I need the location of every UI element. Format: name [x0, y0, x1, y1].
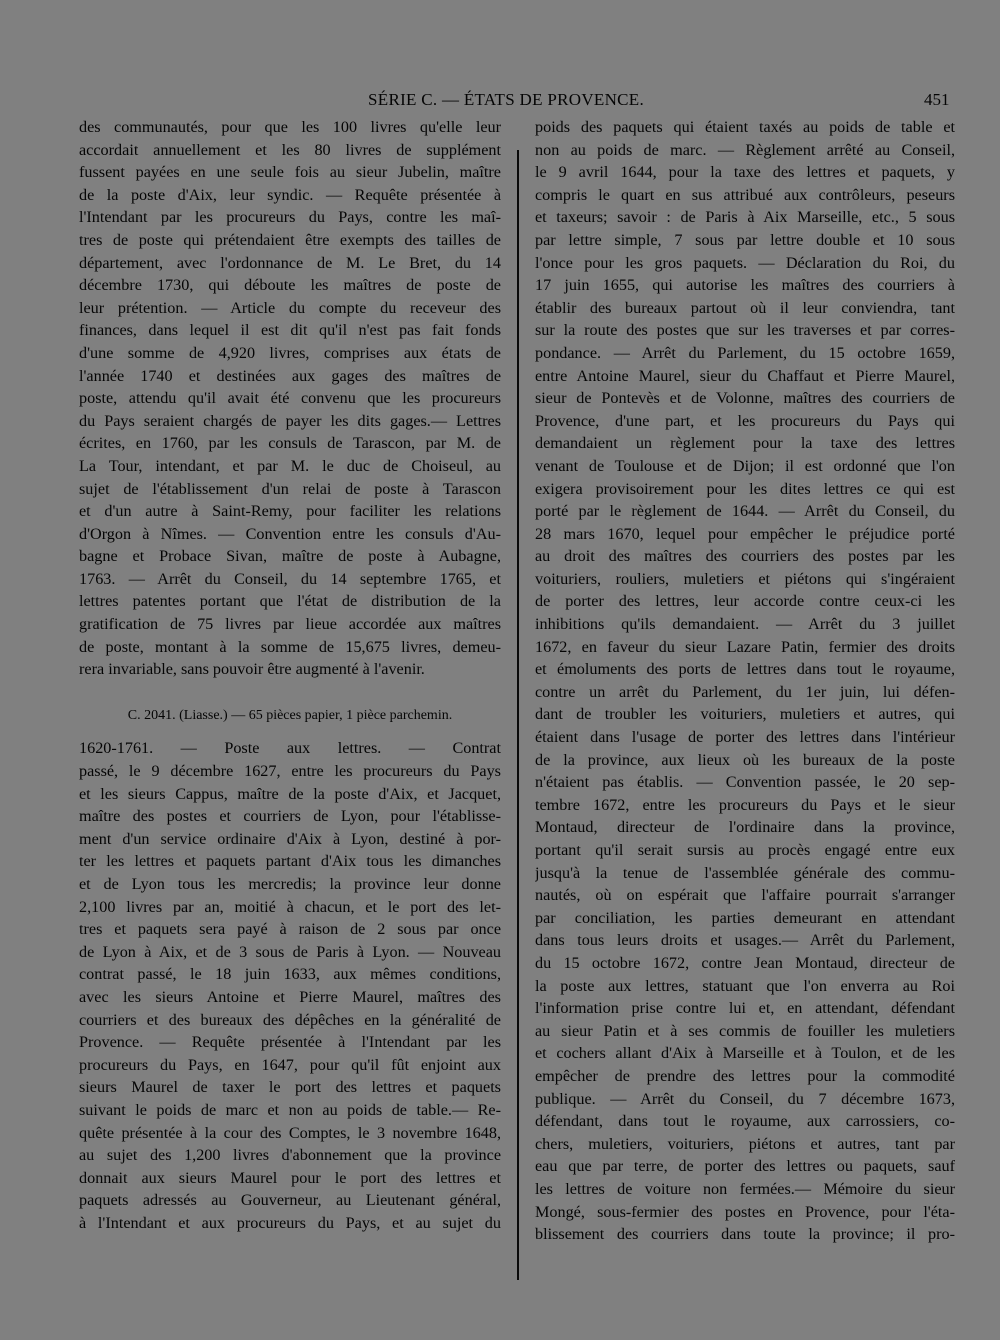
text-line: écrites, en 1760, par les consuls de Tarascon, par M. de [79, 434, 501, 453]
text-line: inhibitions qu'ils demandaient. — Arrêt du 3 juillet [535, 615, 955, 634]
text-line: pondance. — Arrêt du Parlement, du 15 octobre 1659, [535, 343, 955, 362]
text-line: voituriers, rouliers, muletiers et piétons qui s'ingéraient [535, 569, 955, 588]
text-line: tres de poste qui prétendaient être exempts des tailles de [79, 230, 501, 249]
text-line: au droit des maîtres des courriers des postes par les [535, 547, 955, 566]
text-line: non au poids de marc. — Règlement arrêté au Conseil, [535, 140, 955, 159]
text-line: dans tous leurs droits et usages.— Arrêt du Parlement, [535, 931, 955, 950]
text-line: Provence. — Requête présentée à l'Intendant par les [79, 1033, 501, 1052]
text-line: Mongé, sous-fermier des postes en Provence, pour l'éta- [535, 1202, 955, 1221]
text-line: venant de Toulouse et de Dijon; il est ordonné que l'on [535, 456, 955, 475]
text-line: le 9 avril 1644, pour la taxe des lettres et paquets, y [535, 163, 955, 182]
text-line: sur la route des postes que sur les traverses et par corres- [535, 321, 955, 340]
text-line: La Tour, intendant, et par M. le duc de Choiseul, au [79, 456, 501, 475]
text-line: les lettres de voiture non fermées.— Mémoire du sieur [535, 1179, 955, 1198]
text-line: défendant, dans tout le royaume, aux carrossiers, co- [535, 1112, 955, 1131]
text-line: entre Antoine Maurel, sieur du Chaffaut et Pierre Maurel, [535, 366, 955, 385]
text-line: finances, dans lequel il est dit qu'il n'est pas fait fonds [79, 321, 501, 340]
page-header [0, 86, 1000, 116]
text-line: du 15 octobre 1672, contre Jean Montaud, directeur de [535, 953, 955, 972]
text-line: à l'Intendant et aux procureurs du Pays, et au sujet du [79, 1213, 501, 1232]
left-paragraph-continued [79, 116, 501, 681]
left-paragraph-entry [79, 737, 501, 1234]
text-line: procureurs du Pays, en 1647, pour qu'il fût enjoint aux [79, 1055, 501, 1074]
text-line: de la poste d'Aix, leur syndic. — Requête présentée à [79, 185, 501, 204]
text-line: courriers et des bureaux des dépêches en la généralité de [79, 1010, 501, 1029]
text-line: compris le quart en sus attribué aux contrôleurs, peseurs [535, 185, 955, 204]
left-column [79, 116, 501, 1235]
text-line: et de Lyon tous les mercredis; la province leur donne [79, 875, 501, 893]
text-line: de Lyon à Aix, et de 3 sous de Paris à Lyon. — Nouveau [79, 942, 501, 961]
text-line: 2,100 livres par an, moitié à chacun, et le port des let- [79, 897, 501, 916]
text-line: eau que par terre, de porter des lettres ou paquets, sauf [535, 1157, 955, 1176]
text-line: l'Intendant par les procureurs du Pays, contre les maî- [79, 208, 501, 227]
column-divider [517, 150, 519, 1280]
page-number: 451 [924, 90, 950, 109]
text-line: exigera provisoirement pour les dites lettres ce qui est [535, 479, 955, 498]
text-line: 1763. — Arrêt du Conseil, du 14 septembre 1765, et [79, 569, 501, 588]
text-line: demandaient un règlement pour la taxe des lettres [535, 434, 955, 453]
text-line: décembre 1730, qui déboute les maîtres de poste de [79, 276, 501, 295]
text-line: de la province, aux lieux où les bureaux de la poste [535, 750, 955, 769]
text-line: contre un arrêt du Parlement, du 1er juin, lui défen- [535, 682, 955, 701]
text-line: gratification de 75 livres par lieue accordée aux maîtres [79, 615, 501, 634]
text-line: porté par le règlement de 1644. — Arrêt du Conseil, du [535, 502, 955, 521]
text-line: donnait aux sieurs Maurel pour le port des lettres et [79, 1168, 501, 1187]
text-line: fussent payées en une seule fois au sieur Jubelin, maître [79, 163, 501, 182]
text-line: chers, muletiers, voituriers, piétons et autres, tant par [535, 1134, 955, 1153]
archive-reference: C. 2041. (Liasse.) — 65 pièces papier, 1 pièce parchemin. [127, 707, 453, 723]
text-line: 28 mars 1670, lequel pour empêcher le préjudice porté [535, 524, 955, 543]
text-line: sujet de l'établissement d'un relai de poste à Tarascon [79, 479, 501, 498]
text-line: la poste aux lettres, statuant que l'on enverra au Roi [535, 976, 955, 995]
text-line: et émoluments des ports de lettres dans tout le royaume, [535, 660, 955, 679]
text-line: paquets adressés au Gouverneur, au Lieutenant général, [79, 1191, 501, 1210]
text-line: n'étaient pas établis. — Convention passée, le 20 sep- [535, 773, 955, 792]
text-line: d'Orgon à Nîmes. — Convention entre les consuls d'Au- [79, 524, 501, 543]
text-line: et taxeurs; savoir : de Paris à Aix Marseille, etc., 5 sous [535, 208, 955, 227]
text-line: au sujet des 1,200 livres d'abonnement que la province [79, 1146, 501, 1165]
text-line: 1620-1761. — Poste aux lettres. — Contrat [79, 739, 501, 758]
text-line: tembre 1672, entre les procureurs du Pays et le sieur [535, 795, 955, 814]
text-line: l'once pour les gros paquets. — Déclaration du Roi, du [535, 253, 955, 272]
text-line: des communautés, pour que les 100 livres qu'elle leur [79, 118, 501, 136]
text-line: ment d'un service ordinaire d'Aix à Lyon, destiné à por- [79, 829, 501, 848]
text-line: empêcher de prendre des lettres pour la commodité [535, 1066, 955, 1085]
text-line: nautés, où on espérait que l'affaire pourrait s'arranger [535, 886, 955, 905]
text-line: accordait annuellement et les 80 livres de supplément [79, 140, 501, 159]
text-line: quête présentée à la cour des Comptes, le 3 novembre 1648, [79, 1123, 501, 1142]
text-line: et cochers allant d'Aix à Marseille et à Toulon, et de les [535, 1044, 955, 1063]
text-line: et d'un autre à Saint-Remy, pour faciliter les relations [79, 502, 501, 521]
text-line: sieur de Pontevès et de Volonne, maîtres des courriers de [535, 389, 955, 408]
right-paragraph [535, 116, 955, 1246]
text-line: leur prétention. — Article du compte du receveur des [79, 298, 501, 317]
text-line: tres et paquets sera payé à raison de 2 sous par once [79, 920, 501, 939]
text-line: de poste, montant à la somme de 15,675 livres, demeu- [79, 637, 501, 656]
text-line: poste, attendu qu'il avait été convenu que les procureurs [79, 389, 501, 408]
text-line: l'information prise contre lui et, en attendant, défendant [535, 999, 955, 1018]
text-line: étaient dans l'usage de porter des lettres dans l'intérieur [535, 728, 955, 747]
text-line: 1672, en faveur du sieur Lazare Patin, fermier des droits [535, 637, 955, 656]
text-line: département, avec l'ordonnance de M. Le Bret, du 14 [79, 253, 501, 272]
text-line: portant qu'il serait sursis au procès engagé entre eux [535, 841, 955, 859]
right-column [535, 116, 955, 1246]
text-line: de porter des lettres, leur accorde contre ceux-ci les [535, 592, 955, 611]
text-line: avec les sieurs Antoine et Pierre Maurel, maîtres des [79, 987, 501, 1006]
text-line: passé, le 9 décembre 1627, entre les procureurs du Pays [79, 762, 501, 781]
section-spacer [79, 727, 501, 737]
text-line: par lettre simple, 7 sous par lettre double et 10 sous [535, 230, 955, 249]
text-line: bagne et Probace Sivan, maître de poste à Aubagne, [79, 547, 501, 566]
text-line: du Pays seraient chargés de payer les dits gages.— Lettres [79, 411, 501, 430]
text-line: d'une somme de 4,920 livres, comprises aux états de [79, 343, 501, 362]
text-line: maître des postes et courriers de Lyon, pour l'établisse- [79, 807, 501, 826]
text-line: par conciliation, les parties demeurant en attendant [535, 908, 955, 927]
running-title: SÉRIE C. — ÉTATS DE PROVENCE. [368, 90, 645, 109]
text-line: sieurs Maurel de taxer le port des lettres et paquets [79, 1078, 501, 1097]
text-line: publique. — Arrêt du Conseil, du 7 décembre 1673, [535, 1089, 955, 1108]
text-line: rera invariable, sans pouvoir être augmenté à l'avenir. [79, 660, 425, 679]
text-line: lettres patentes portant que l'état de distribution de la [79, 592, 501, 611]
text-line: dant de troubler les voituriers, muletiers et autres, qui [535, 705, 955, 724]
text-line: contrat passé, le 18 juin 1633, aux mêmes conditions, [79, 965, 501, 984]
text-line: Montaud, directeur de l'ordinaire dans la province, [535, 818, 955, 837]
text-line: l'année 1740 et destinées aux gages des maîtres de [79, 366, 501, 385]
section-spacer [79, 681, 501, 705]
text-line: blissement des courriers dans toute la province; il pro- [535, 1225, 955, 1244]
text-line: établir des bureaux partout où il leur conviendra, tant [535, 298, 955, 317]
text-line: poids des paquets qui étaient taxés au poids de table et [535, 118, 955, 136]
text-line: Provence, d'une part, et les procureurs du Pays qui [535, 411, 955, 430]
text-line: ter les lettres et paquets partant d'Aix tous les dimanches [79, 852, 501, 871]
text-line: suivant le poids de marc et non au poids de table.— Re- [79, 1100, 501, 1119]
text-line: jusqu'à la tenue de l'assemblée générale des commu- [535, 863, 955, 882]
text-line: et les sieurs Cappus, maître de la poste d'Aix, et Jacquet, [79, 784, 501, 803]
text-line: 17 juin 1655, qui autorise les maîtres des courriers à [535, 276, 955, 295]
text-line: au sieur Patin et à ses commis de fouiller les muletiers [535, 1021, 955, 1040]
